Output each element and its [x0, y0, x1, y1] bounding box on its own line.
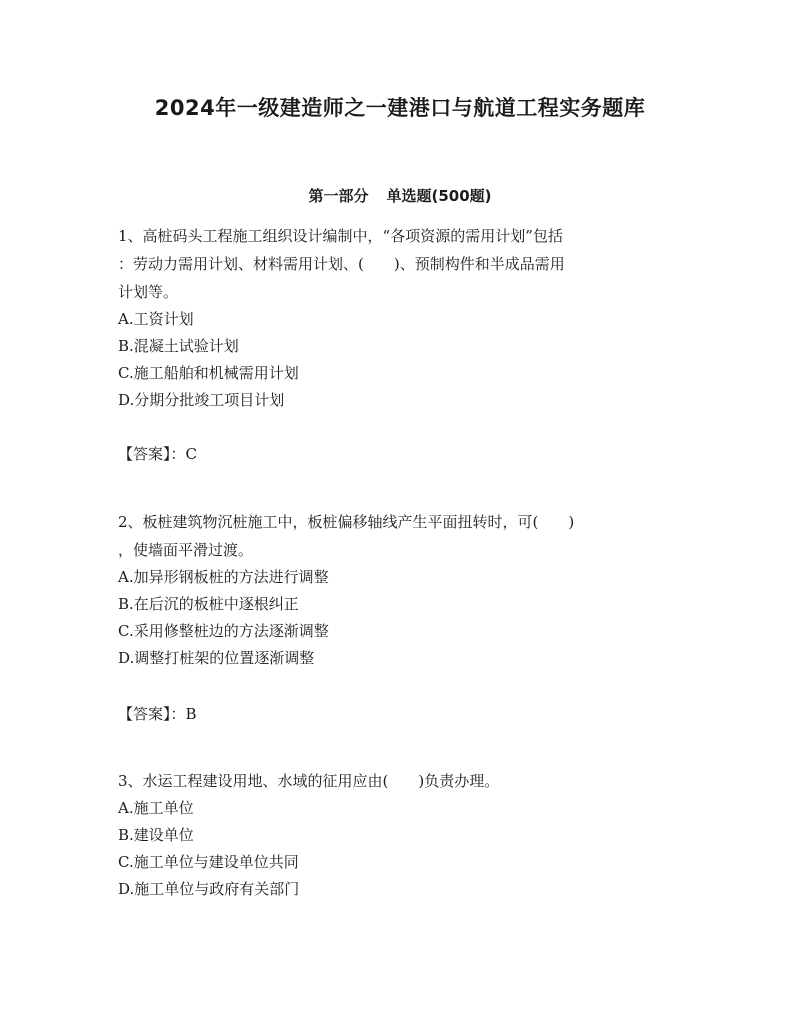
question-stem-line: 3、水运工程建设用地、水域的征用应由( )负责办理。	[118, 772, 500, 790]
question-stem-line: ，使墙面平滑过渡。	[118, 541, 254, 559]
option-d: D.调整打桩架的位置逐渐调整	[118, 649, 315, 667]
option-a: A.施工单位	[118, 799, 194, 817]
option-c: C.采用修整桩边的方法逐渐调整	[118, 622, 329, 640]
answer-line: 【答案】：C	[118, 445, 197, 463]
option-b: B.建设单位	[118, 826, 194, 844]
section-heading	[0, 185, 800, 206]
option-a: A.工资计划	[118, 310, 194, 328]
document-title: 2024年一级建造师之一建港口与航道工程实务题库	[154, 96, 646, 120]
answer-line: 【答案】：B	[118, 705, 197, 723]
question-stem-line: 2、板桩建筑物沉桩施工中，板桩偏移轴线产生平面扭转时，可( )	[118, 513, 575, 531]
section-type-label: 单选题(500题)	[386, 187, 492, 205]
question-stem-line: 1、高桩码头工程施工组织设计编制中，“各项资源的需用计划”包括	[118, 227, 563, 245]
option-d: D.分期分批竣工项目计划	[118, 391, 285, 409]
option-c: C.施工单位与建设单位共同	[118, 853, 299, 871]
option-c: C.施工船舶和机械需用计划	[118, 364, 299, 382]
option-b: B.在后沉的板桩中逐根纠正	[118, 595, 299, 613]
section-part-label: 第一部分	[308, 187, 369, 205]
option-a: A.加异形钢板桩的方法进行调整	[118, 568, 329, 586]
option-b: B.混凝土试验计划	[118, 337, 239, 355]
option-d: D.施工单位与政府有关部门	[118, 880, 300, 898]
question-stem-line: ：劳动力需用计划、材料需用计划、( )、预制构件和半成品需用	[118, 255, 565, 273]
question-stem-line: 计划等。	[118, 283, 179, 301]
